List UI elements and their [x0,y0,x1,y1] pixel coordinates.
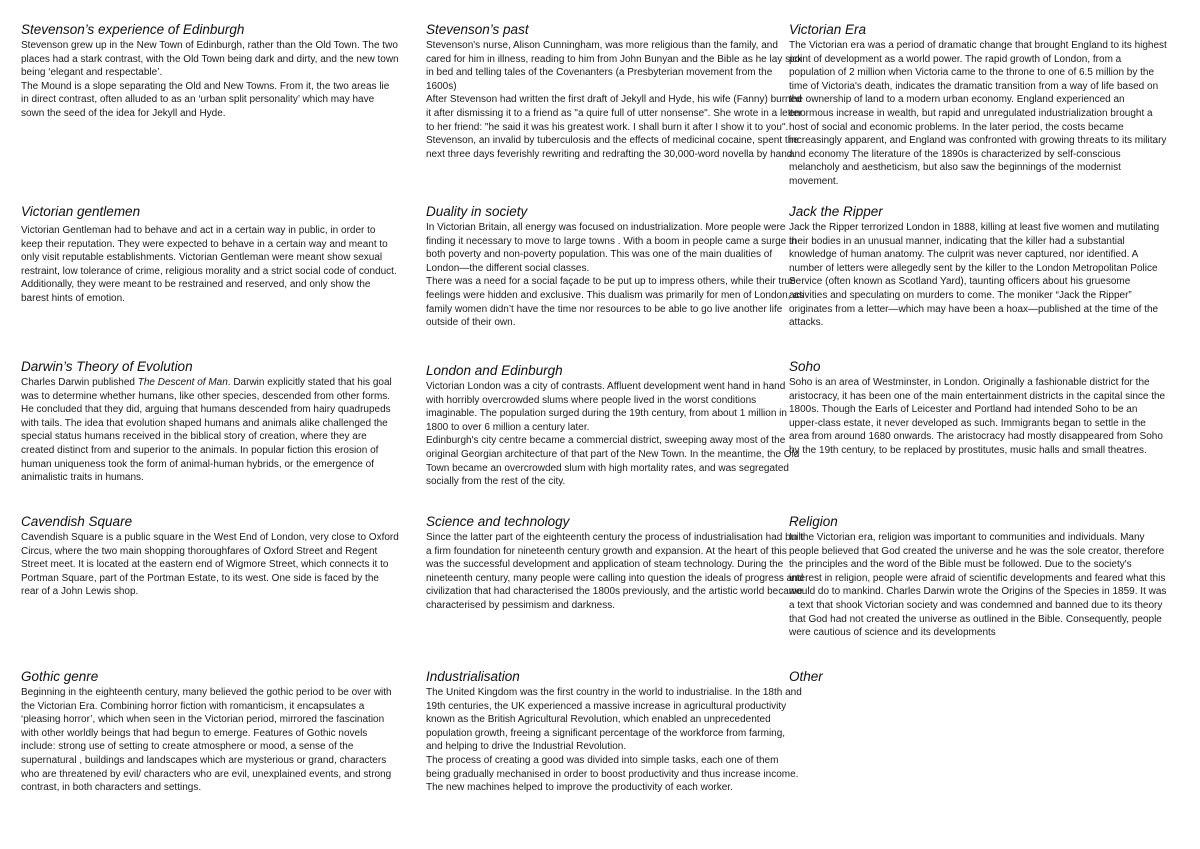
paragraph: The Victorian era was a period of dramatic change that brought England to its highest point of development as a world power. The rapid growth of London, from a population of 2 million when Victoria came to the throne to one of 6.5 million by the time of Victoria's death, indicates the dramatic transition from a way of life based on the ownership of land to a modern urban economy. England experienced an enormous increase in wealth, but rapid and unregulated industrialization brought a host of social and economic problems. In the later period, the costs became increasingly apparent, and England was confronted with growing threats to its military and economy The literature of the 1890s is characterized by self-conscious melancholy and aestheticism, but also saw the beginnings of the modernist movement. [789,40,1167,187]
section-london-and-edinburgh [426,363,804,489]
paragraph: Jack the Ripper terrorized London in 1888, killing at least five women and mutilating their bodies in an unusual manner, indicating that the killer had a substantial knowledge of human anatomy. The culprit was never captured, nor identified. A number of letters were allegedly sent by the killer to the London Metropolitan Police Service (often known as Scotland Yard), taunting officers about his gruesome activities and speculating on murders to come. The moniker “Jack the Ripper” originates from a letter—which may have been a hoax—published at the time of the attacks. [789,222,1160,329]
section-stevenson-past [426,22,804,161]
paragraph: Edinburgh's city centre became a commercial district, sweeping away most of the original Georgian architecture of that part of the New Town. In the meantime, the Old Town became an overcrowded slum with high mortality rates, and was segregated socially from the rest of the city. [426,435,800,488]
paragraph: Stevenson grew up in the New Town of Edinburgh, rather than the Old Town. The two places had a stark contrast, with the Old Town being dark and dirty, and the new town being ‘elegant and respectable’. [21,40,399,79]
section-jack-the-ripper [789,204,1167,330]
section-duality-in-society [426,204,804,330]
text-run: . Darwin explicitly stated that his goal was to determine whether humans, like other species, descended from other forms. He concluded that they did, arguing that humans descended from hairy quadrupeds with tails. The idea that evolution shaped humans and animals alike challenged the special status humans received in the biblical story of creation, where they are created distinct from and superior to the animals. In popular fiction this erosion of human uniqueness took the form of animal-human hybrids, or the emergence of animalistic traits in humans. [21,377,392,484]
paragraph: Cavendish Square is a public square in the West End of London, very close to Oxford Circus, where the two main shopping thoroughfares of Oxford Street and Regent Street meet. It is located at the eastern end of Wigmore Street, which connects it to Portman Square, part of the Portman Estate, to its west. One side is faced by the rear of a John Lewis shop. [21,532,399,598]
paragraph: Beginning in the eighteenth century, many believed the gothic period to be over with the Victorian Era. Combining horror fiction with romanticism, it encapsulates a ‘pleasing horror’, which when seen in the Victorian period, mirrored the fascination with other worldly beings that had begun to emerge. Features of Gothic novels include: strong use of setting to create atmosphere or mood, a sense of the supernatural , buildings and landscapes which are mysterious or grand, characters who are threatened by evil/ characters who are evil, unexplained events, and strong contrast, in both characters and settings. [21,687,392,794]
section-body [789,221,1167,330]
section-body [426,380,804,489]
section-industrialisation [426,669,804,795]
section-title: Jack the Ripper [789,204,883,219]
section-gothic-genre [21,669,399,795]
text-run: Charles Darwin published [21,377,138,388]
section-cavendish-square [21,514,399,599]
paragraph: Soho is an area of Westminster, in London. Originally a fashionable district for the aristocracy, it has been one of the main entertainment districts in the capital since the 1800s. Though the Earls of Leicester and Portland had intended Soho to be an upper-class estate, it never developed as such. Immigrants began to settle in the area from around 1680 onwards. The aristocracy had mostly disappeared from Soho by the 19th century, to be replaced by prostitutes, music halls and small theatres. [789,377,1166,456]
section-title: Industrialisation [426,669,520,684]
section-body [21,224,399,306]
paragraph: In the Victorian era, religion was important to communities and individuals. Many people believed that God created the universe and he was the sole creator, therefore the principles and the word of the Bible must be followed. Due to the society's interest in religion, people were afraid of scientific developments and feared what this would do to mankind. Charles Darwin wrote the Origins of the Species in 1859. It was a text that shook Victorian society and was condemned and banned due to its theory that God had not created the universe as outlined in the Bible. Consequently, people were cautious of science and its developments [789,532,1167,639]
section-title: Darwin’s Theory of Evolution [21,359,193,374]
section-science-and-technology [426,514,804,613]
section-body [789,39,1167,189]
section-victorian-era [789,22,1167,189]
section-body [21,686,399,795]
section-title: Cavendish Square [21,514,133,529]
section-body [21,531,399,599]
section-title: Duality in society [426,204,528,219]
section-other [789,669,1167,686]
paragraph: In Victorian Britain, all energy was focused on industrialization. More people were finding it necessary to move to large towns . With a boom in people came a surge in both poverty and non-poverty population. This was one of the main dualities of London—the different social classes. [426,222,797,274]
section-title: Stevenson’s past [426,22,529,37]
paragraph: Since the latter part of the eighteenth century the process of industrialisation had built a firm foundation for nineteenth century growth and expansion. At the heart of this was the successful development and application of steam technology. During the nineteenth century, many people were calling into question the ideals of progress and civilization that had characterised the 1800s previously, and the artistic world became characterised by pessimism and darkness. [426,532,804,611]
section-body [21,39,399,121]
paragraph: There was a need for a social façade to be put up to impress others, while their true feelings were hidden and exclusive. This dualism was primarily for men of London, as family women didn’t have the time nor resources to be able to go live another life outside of their own. [426,276,804,329]
section-body [789,376,1167,458]
section-title: Religion [789,514,838,529]
section-religion [789,514,1167,640]
section-title: Victorian Era [789,22,867,37]
section-title: Victorian gentlemen [21,204,141,219]
paragraph: The Mound is a slope separating the Old and New Towns. From it, the two areas lie in direct contrast, often alluded to as an ‘urban split personality’ which may have sown the seed of the idea for Jekyll and Hyde. [21,80,390,119]
section-soho [789,359,1167,458]
section-body [21,376,399,485]
section-title: Gothic genre [21,669,99,684]
section-body [789,531,1167,640]
paragraph: Victorian Gentleman had to behave and act in a certain way in public, in order to keep their reputation. They were expected to behave in a certain way and meant to only visit reputable establishments. Victorian Gentleman were meant show sexual restraint, low tolerance of crime, religious morality and a strict social code of conduct. Additionally, they were meant to be restrained and reserved, and only show the barest hints of emotion. [21,225,397,304]
section-body [426,39,804,161]
book-title: The Descent of Man [137,377,228,388]
section-title: Other [789,669,823,684]
paragraph: The process of creating a good was divided into simple tasks, each one of them being gradually mechanised in order to boost productivity and thus increase income. The new machines helped to improve the productivity of each worker. [426,754,799,794]
section-title: Soho [789,359,821,374]
section-title: Stevenson’s experience of Edinburgh [21,22,245,37]
section-title: London and Edinburgh [426,363,563,378]
section-title: Science and technology [426,514,570,529]
paragraph [21,376,399,485]
section-body [426,221,804,330]
paragraph: Stevenson's nurse, Alison Cunningham, was more religious than the family, and cared for him in illness, reading to him from John Bunyan and the Bible as he lay sick in bed and telling tales of the Covenanters (a Presbyterian movement from the 1600s) [426,40,803,92]
section-body [426,686,804,795]
section-victorian-gentlemen [21,204,399,306]
paragraph: Victorian London was a city of contrasts. Affluent development went hand in hand with horribly overcrowded slums where people lived in the worst conditions imaginable. The population surged during the 19th century, from about 1 million in 1800 to over 6 million a century later. [426,381,787,433]
section-body [426,531,804,613]
section-stevenson-edinburgh [21,22,399,121]
paragraph: After Stevenson had written the first draft of Jekyll and Hyde, his wife (Fanny) burned it after dismissing it to a friend as "a quire full of utter nonsense". She wrote in a letter to her friend: "he said it was his greatest work. I shall burn it after I show it to you". Stevenson, an invalid by tuberculosis and the effects of medicinal cocaine, spent the next three days feverishly rewriting and redrafting the 30,000-word novella by hand. [426,94,803,160]
paragraph: The United Kingdom was the first country in the world to industrialise. In the 18th and 19th centuries, the UK experienced a massive increase in agricultural productivity known as the British Agricultural Revolution, which enabled an unprecedented population growth, freeing a significant percentage of the workforce from farming, and helping to drive the Industrial Revolution. [426,687,802,753]
section-darwin-theory [21,359,399,485]
